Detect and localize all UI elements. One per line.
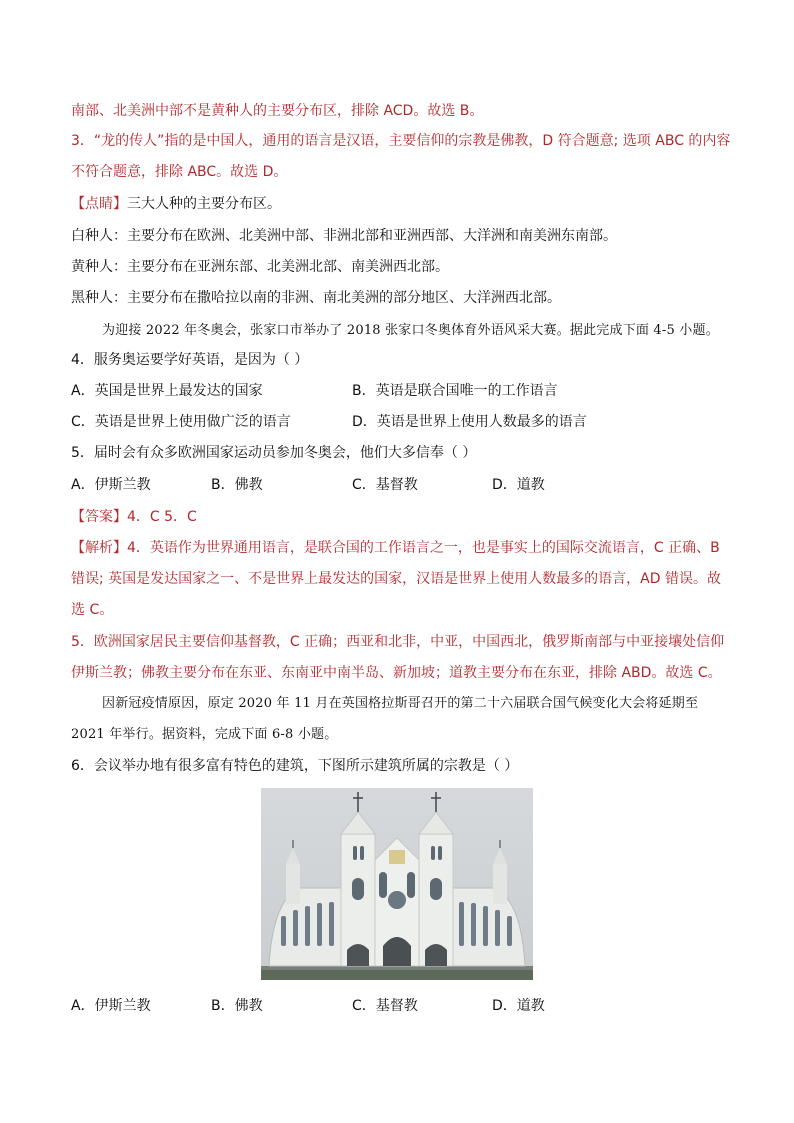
q5d: D．道教 — [492, 477, 545, 493]
exp-line-1 — [71, 538, 720, 558]
exp-tag: 【解析】 — [71, 540, 127, 556]
exp-line-2: 错误; 英国是发达国家之一、不是世界上最发达的国家，汉语是世界上使用人数最多的语言，AD 错误。故 — [71, 571, 721, 587]
l9: 因新冠疫情原因，原定 2020 年 11 月在英国格拉斯哥召开的第二十六届联合国气候变化大会将延期至 — [102, 696, 699, 711]
answer-tag: 【答案】 — [71, 509, 127, 525]
answer-line — [71, 507, 197, 527]
q4: 4．服务奥运要学好英语，是因为（ ） — [71, 352, 309, 368]
tip-line — [71, 194, 281, 214]
q4c: C．英语是世界上使用做广泛的语言 — [71, 414, 291, 430]
q6b: B．佛教 — [211, 998, 263, 1014]
exp-line-3: 选 C。 — [71, 602, 114, 618]
answer-text: 4．C 5．C — [127, 509, 197, 525]
q6d: D．道教 — [492, 998, 545, 1014]
l5: 白种人：主要分布在欧洲、北美洲中部、非洲北部和亚洲西部、大洋洲和南美洲东南部。 — [71, 228, 617, 244]
l3: 不符合题意，排除 ABC。故选 D。 — [71, 164, 288, 180]
q5c: C．基督教 — [352, 477, 418, 493]
q6: 6．会议举办地有很多富有特色的建筑，下图所示建筑所属的宗教是（ ） — [71, 758, 519, 774]
l6: 黄种人：主要分布在亚洲东部、北美洲北部、南美洲西北部。 — [71, 259, 449, 275]
l2: 3．“龙的传人”指的是中国人，通用的语言是汉语，主要信仰的宗教是佛教，D 符合题意; 选项 ABC 的内容 — [71, 133, 731, 149]
q5b: B．佛教 — [211, 477, 263, 493]
tip-tag: 【点睛】 — [71, 196, 127, 212]
q4d: D．英语是世界上使用人数最多的语言 — [352, 414, 587, 430]
l1: 南部、北美洲中部不是黄种人的主要分布区，排除 ACD。故选 B。 — [71, 103, 484, 119]
l8: 为迎接 2022 年冬奥会，张家口市举办了 2018 张家口冬奥体育外语风采大赛。据此完成下面 4-5 小题。 — [102, 323, 719, 338]
exp-line-5: 伊斯兰教；佛教主要分布在东亚、东南亚中南半岛、新加坡；道教主要分布在东亚，排除 ABD。故选 C。 — [71, 665, 722, 681]
q4a: A．英国是世界上最发达的国家 — [71, 383, 263, 399]
q4b: B．英语是联合国唯一的工作语言 — [352, 383, 558, 399]
l7: 黑种人：主要分布在撒哈拉以南的非洲、南北美洲的部分地区、大洋洲西北部。 — [71, 290, 561, 306]
l10: 2021 年举行。据资料，完成下面 6-8 小题。 — [71, 727, 338, 742]
q5a: A．伊斯兰教 — [71, 477, 151, 493]
q5: 5．届时会有众多欧洲国家运动员参加冬奥会，他们大多信奉（ ） — [71, 445, 477, 461]
tip-text: 三大人种的主要分布区。 — [127, 196, 281, 212]
exp-line-4: 5．欧洲国家居民主要信仰基督教，C 正确；西亚和北非，中亚，中国西北，俄罗斯南部与中亚接壤处信仰 — [71, 634, 725, 650]
q6c: C．基督教 — [352, 998, 418, 1014]
church-photo — [261, 788, 533, 980]
q6a: A．伊斯兰教 — [71, 998, 151, 1014]
exp-text-1: 4．英语作为世界通用语言，是联合国的工作语言之一，也是事实上的国际交流语言，C 正确、B — [127, 540, 720, 556]
